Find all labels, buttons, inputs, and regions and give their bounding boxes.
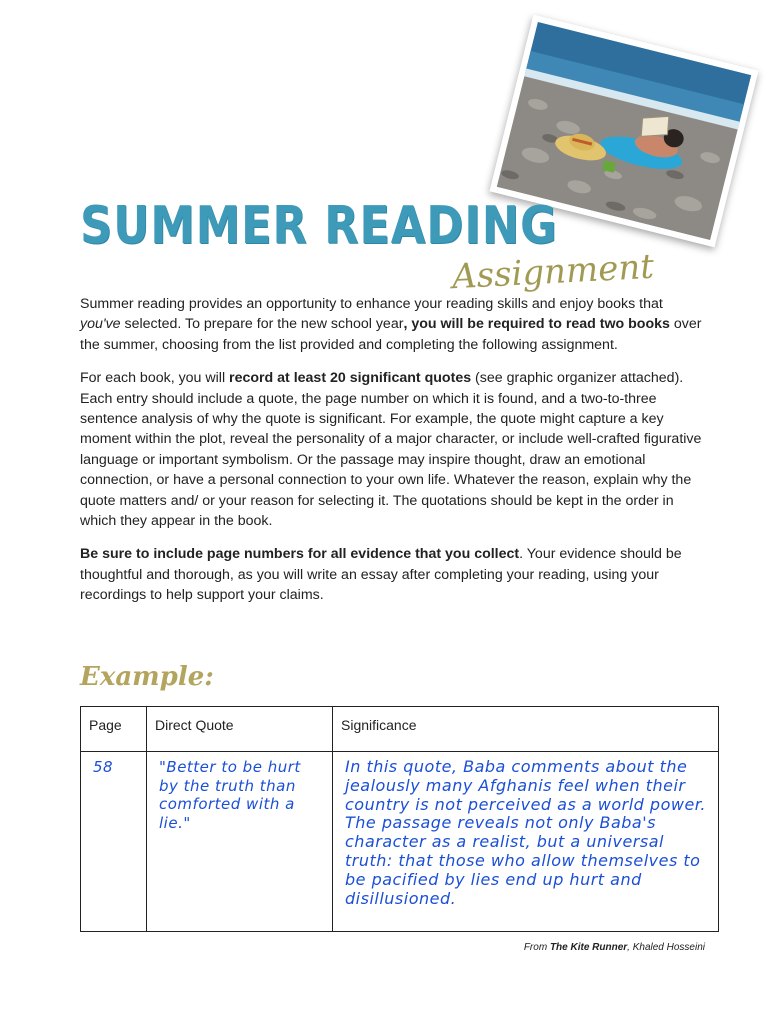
- example-page-number: 58: [81, 752, 147, 932]
- column-header-page: Page: [81, 707, 147, 752]
- example-heading: Example:: [80, 662, 214, 692]
- page-title: SUMMER READING: [80, 196, 558, 256]
- source-citation: From The Kite Runner, Khaled Hosseini: [523, 942, 705, 953]
- table-header-row: [81, 707, 719, 752]
- column-header-significance: Significance: [333, 707, 719, 752]
- table-row: [81, 752, 719, 932]
- example-significance: In this quote, Baba comments about the jealously many Afghanis feel when their country is not perceived as a world power. The passage reveals not only Baba's character as a realist, but a universal truth: that those who allow themselves to be pacified by lies end up hurt and disillusioned.: [333, 752, 719, 932]
- intro-paragraph-2: For each book, you will record at least 20 significant quotes (see graphic organizer attached). Each entry should include a quote, the page number on which it is found, and a two-to-three sentence analysis of why the quote is significant. For example, the quote might capture a key moment within the plot, reveal the personality of a major character, or include well-crafted figurative language or important symbolism. Or the passage may inspire thought, draw an emotional connection, or have a personal connection to your own life. Whatever the reason, explain why the quote matters and/ or your reason for selecting it. The quotations should be kept in the order in which they appear in the book.: [80, 370, 702, 530]
- intro-paragraph-3: Be sure to include page numbers for all evidence that you collect. Your evidence should be thoughtful and thorough, as you will write an essay after completing your reading, using your recordings to help support your claims.: [80, 546, 682, 604]
- page-subtitle: Assignment: [451, 246, 655, 298]
- column-header-direct-quote: Direct Quote: [147, 707, 333, 752]
- example-direct-quote: "Better to be hurt by the truth than comforted with a lie.": [147, 752, 333, 932]
- intro-paragraph-1: Summer reading provides an opportunity to enhance your reading skills and enjoy books that you've selected. To prepare for the new school year, you will be required to read two books over the summer, choosing from the list provided and completing the following assignment.: [80, 296, 702, 353]
- example-quote-table: [80, 706, 719, 932]
- instructions: [80, 294, 702, 619]
